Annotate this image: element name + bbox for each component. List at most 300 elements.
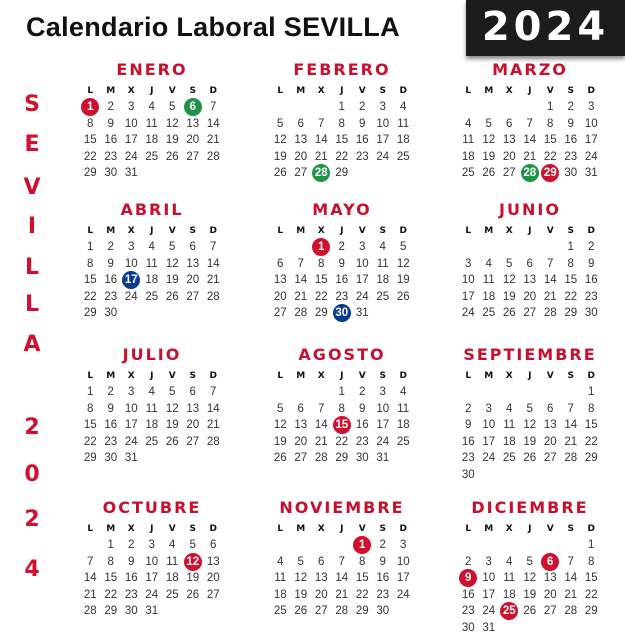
empty-cell	[291, 239, 312, 256]
day-cell: 27	[186, 290, 200, 303]
day-cell: 2	[359, 101, 366, 113]
weekday-label: S	[379, 524, 386, 534]
weekday-label: X	[317, 226, 325, 236]
weekday-label: J	[340, 86, 344, 96]
day-cell: 23	[104, 435, 118, 448]
empty-cell	[499, 384, 520, 401]
day-cell: 12	[482, 134, 496, 146]
day-cell: 21	[83, 588, 97, 601]
day-cell: 14	[314, 134, 328, 146]
month-title: NOVIEMBRE	[279, 498, 405, 517]
day-cell: 25	[502, 452, 516, 464]
year-badge	[466, 0, 625, 56]
day-cell: 23	[461, 452, 475, 464]
weekday-label: X	[505, 524, 513, 534]
day-cell: 7	[526, 117, 533, 130]
day-cell: 15	[355, 572, 369, 584]
day-cell: 17	[124, 419, 138, 431]
empty-cell	[561, 537, 582, 554]
day-cell: 14	[206, 117, 220, 130]
day-cell: 11	[145, 117, 158, 130]
day-cell: 25	[145, 290, 159, 303]
month-septiembre	[458, 342, 602, 483]
day-cell: 19	[273, 150, 287, 163]
day-cell: 4	[148, 386, 155, 398]
day-cell: 13	[186, 257, 200, 270]
day-cell: 8	[87, 117, 94, 130]
day-cell: 12	[165, 402, 179, 415]
vertical-letter: I	[27, 214, 37, 239]
day-cell: 1	[567, 241, 574, 253]
day-cell: 9	[379, 555, 386, 568]
day-cell: 17	[482, 588, 496, 601]
day-cell: 3	[379, 101, 386, 113]
weekday-label: X	[317, 86, 325, 96]
day-cell: 5	[189, 539, 196, 551]
day-cell: 1	[107, 539, 114, 551]
month-title: FEBRERO	[293, 60, 391, 79]
day-cell: 6	[297, 117, 304, 130]
holiday-day-green: 6	[183, 99, 204, 116]
day-cell: 11	[145, 402, 158, 415]
day-cell: 28	[335, 605, 349, 617]
empty-cell	[520, 384, 541, 401]
month-title: ENERO	[116, 60, 188, 79]
day-cell: 20	[314, 588, 328, 601]
weekday-label: J	[528, 226, 532, 236]
day-cell: 7	[338, 555, 345, 568]
day-cell: 2	[107, 101, 114, 113]
weekday-label: S	[189, 371, 196, 381]
day-cell: 12	[523, 419, 537, 431]
day-cell: 5	[277, 402, 284, 415]
day-cell: 16	[104, 419, 118, 431]
holiday-day-green: 28	[520, 165, 541, 182]
day-cell: 4	[506, 402, 513, 415]
day-cell: 8	[338, 117, 345, 130]
day-cell: 18	[145, 274, 159, 286]
month-title: JULIO	[122, 345, 182, 364]
day-cell: 20	[523, 290, 537, 303]
weekday-label: S	[567, 226, 574, 236]
day-cell: 22	[83, 150, 97, 163]
day-cell: 14	[83, 572, 97, 584]
day-cell: 22	[564, 290, 578, 303]
day-cell: 17	[355, 274, 369, 286]
day-cell: 7	[547, 257, 554, 270]
day-cell: 18	[482, 290, 496, 303]
day-cell: 9	[359, 402, 366, 415]
day-cell: 19	[294, 588, 308, 601]
weekday-label: L	[277, 371, 284, 381]
empty-cell	[479, 384, 500, 401]
day-cell: 20	[294, 150, 308, 163]
weekday-label: X	[505, 226, 513, 236]
day-cell: 3	[588, 101, 595, 113]
day-cell: 1	[338, 101, 345, 113]
day-cell: 2	[338, 241, 345, 253]
day-cell: 20	[186, 419, 200, 431]
vertical-letter: L	[24, 255, 40, 280]
day-cell: 3	[359, 241, 366, 253]
day-cell: 15	[564, 274, 578, 286]
day-cell: 13	[186, 117, 200, 130]
weekday-label: L	[87, 524, 94, 534]
day-cell: 3	[148, 539, 155, 551]
day-cell: 24	[355, 290, 369, 303]
day-cell: 21	[206, 274, 220, 286]
day-cell: 9	[567, 117, 574, 130]
day-cell: 25	[145, 150, 159, 163]
weekday-label: D	[399, 371, 407, 381]
day-cell: 16	[355, 134, 369, 146]
day-cell: 16	[104, 274, 118, 286]
day-cell: 5	[169, 241, 176, 253]
day-cell: 19	[396, 274, 410, 286]
day-cell: 9	[107, 257, 114, 270]
empty-cell	[540, 239, 561, 256]
day-cell: 29	[564, 307, 578, 319]
day-cell: 13	[294, 419, 308, 431]
weekday-label: M	[106, 371, 116, 381]
empty-cell	[520, 99, 541, 116]
day-cell: 18	[396, 419, 410, 431]
weekday-label: D	[587, 371, 595, 381]
day-cell: 6	[526, 257, 533, 270]
day-cell: 12	[396, 257, 410, 270]
day-cell: 25	[165, 588, 179, 601]
vertical-letter: 0	[24, 462, 40, 487]
day-cell: 8	[87, 402, 94, 415]
month-title: JUNIO	[499, 200, 561, 219]
day-cell: 2	[379, 539, 386, 551]
day-cell: 7	[297, 257, 304, 270]
weekday-label: V	[358, 86, 366, 96]
weekday-label: D	[399, 86, 407, 96]
day-cell: 27	[314, 605, 328, 617]
day-cell: 30	[564, 167, 578, 179]
day-cell: 13	[523, 274, 537, 286]
empty-cell	[479, 537, 500, 554]
day-cell: 27	[523, 307, 537, 319]
day-cell: 2	[567, 101, 574, 113]
month-title: OCTUBRE	[102, 498, 202, 517]
weekday-label: J	[528, 371, 532, 381]
day-cell: 11	[166, 555, 179, 568]
day-cell: 15	[584, 419, 598, 431]
day-cell: 25	[482, 307, 496, 319]
weekday-label: L	[87, 226, 94, 236]
day-cell: 2	[465, 402, 472, 415]
day-cell: 29	[335, 452, 349, 464]
day-cell: 11	[503, 419, 516, 431]
weekday-label: L	[87, 371, 94, 381]
weekday-label: L	[277, 226, 284, 236]
day-cell: 31	[376, 452, 390, 464]
day-cell: 26	[523, 452, 537, 464]
empty-cell	[311, 537, 332, 554]
day-cell: 8	[87, 257, 94, 270]
empty-cell	[479, 99, 500, 116]
day-cell: 15	[104, 572, 118, 584]
day-cell: 12	[523, 572, 537, 584]
day-cell: 24	[482, 605, 496, 617]
weekday-label: V	[546, 371, 554, 381]
day-cell: 2	[107, 241, 114, 253]
weekday-label: D	[399, 524, 407, 534]
day-cell: 26	[396, 290, 410, 303]
day-cell: 9	[128, 555, 135, 568]
empty-cell	[311, 384, 332, 401]
day-cell: 11	[482, 274, 495, 286]
weekday-label: V	[358, 524, 366, 534]
weekday-label: L	[465, 371, 472, 381]
day-cell: 28	[564, 605, 578, 617]
day-cell: 21	[564, 588, 578, 601]
month-title: MARZO	[492, 60, 568, 79]
weekday-label: L	[87, 86, 94, 96]
day-cell: 4	[169, 539, 176, 551]
day-cell: 20	[186, 274, 200, 286]
day-cell: 22	[355, 588, 369, 601]
day-cell: 28	[543, 307, 557, 319]
day-cell: 10	[461, 274, 475, 286]
holiday-day-red: 6	[540, 554, 561, 571]
day-cell: 5	[526, 555, 533, 568]
day-cell: 27	[502, 167, 516, 179]
holiday-day-red: 1	[352, 537, 373, 554]
day-cell: 2	[107, 386, 114, 398]
weekday-label: M	[296, 524, 306, 534]
weekday-label: M	[106, 524, 116, 534]
day-cell: 22	[314, 290, 328, 303]
empty-cell	[270, 384, 291, 401]
day-cell: 24	[124, 290, 138, 303]
empty-cell	[270, 537, 291, 554]
empty-cell	[270, 239, 291, 256]
empty-cell	[520, 537, 541, 554]
day-cell: 9	[359, 117, 366, 130]
weekday-label: J	[150, 371, 154, 381]
day-cell: 13	[186, 402, 200, 415]
day-cell: 7	[87, 555, 94, 568]
empty-cell	[311, 99, 332, 116]
vertical-letter: A	[23, 332, 41, 357]
vertical-letter: S	[24, 92, 40, 117]
day-cell: 15	[584, 572, 598, 584]
weekday-label: J	[340, 371, 344, 381]
holiday-day-red: 1	[311, 239, 332, 256]
day-cell: 4	[465, 117, 472, 130]
day-cell: 31	[124, 167, 138, 179]
day-cell: 7	[318, 117, 325, 130]
day-cell: 17	[376, 419, 390, 431]
day-cell: 19	[502, 290, 516, 303]
day-cell: 20	[186, 134, 200, 146]
empty-cell	[332, 537, 353, 554]
day-cell: 26	[523, 605, 537, 617]
day-cell: 27	[294, 452, 308, 464]
month-diciembre	[458, 495, 602, 636]
empty-cell	[561, 384, 582, 401]
day-cell: 5	[485, 117, 492, 130]
empty-cell	[479, 239, 500, 256]
day-cell: 25	[273, 605, 287, 617]
day-cell: 22	[584, 588, 598, 601]
day-cell: 26	[165, 435, 179, 448]
day-cell: 29	[83, 452, 97, 464]
day-cell: 13	[543, 419, 557, 431]
day-cell: 18	[502, 435, 516, 448]
day-cell: 20	[543, 435, 557, 448]
day-cell: 5	[169, 101, 176, 113]
day-cell: 3	[485, 402, 492, 415]
day-cell: 8	[359, 555, 366, 568]
day-cell: 10	[584, 117, 598, 130]
day-cell: 30	[461, 621, 475, 634]
day-cell: 25	[396, 150, 410, 163]
day-cell: 20	[273, 290, 287, 303]
weekday-label: J	[528, 524, 532, 534]
holiday-day-red: 25	[499, 603, 520, 620]
day-cell: 18	[461, 150, 475, 163]
weekday-label: D	[209, 226, 217, 236]
day-cell: 24	[124, 435, 138, 448]
month-julio	[80, 342, 224, 467]
weekday-label: M	[484, 371, 494, 381]
day-cell: 26	[502, 307, 516, 319]
month-title: AGOSTO	[298, 345, 386, 364]
day-cell: 3	[128, 241, 135, 253]
weekday-label: J	[340, 226, 344, 236]
weekday-label: D	[399, 226, 407, 236]
day-cell: 8	[107, 555, 114, 568]
day-cell: 27	[273, 307, 287, 319]
day-cell: 29	[83, 167, 97, 179]
day-cell: 6	[297, 402, 304, 415]
day-cell: 24	[145, 588, 159, 601]
weekday-label: V	[546, 86, 554, 96]
day-cell: 9	[107, 402, 114, 415]
day-cell: 2	[359, 386, 366, 398]
day-cell: 18	[502, 588, 516, 601]
day-cell: 6	[318, 555, 325, 568]
day-cell: 1	[87, 386, 94, 398]
day-cell: 23	[376, 588, 390, 601]
empty-cell	[458, 99, 479, 116]
day-cell: 14	[523, 134, 537, 146]
weekday-label: S	[567, 86, 574, 96]
day-cell: 1	[547, 101, 554, 113]
day-cell: 31	[355, 307, 369, 319]
month-title: SEPTIEMBRE	[463, 345, 597, 364]
day-cell: 21	[314, 435, 328, 448]
day-cell: 11	[145, 257, 158, 270]
weekday-label: M	[296, 226, 306, 236]
day-cell: 30	[124, 605, 138, 617]
day-cell: 9	[588, 257, 595, 270]
day-cell: 18	[273, 588, 287, 601]
day-cell: 7	[567, 555, 574, 568]
empty-cell	[499, 537, 520, 554]
weekday-label: L	[465, 524, 472, 534]
day-cell: 31	[124, 452, 138, 464]
day-cell: 4	[506, 555, 513, 568]
day-cell: 26	[273, 452, 287, 464]
weekday-label: D	[587, 524, 595, 534]
day-cell: 16	[124, 572, 138, 584]
day-cell: 26	[294, 605, 308, 617]
day-cell: 23	[124, 588, 138, 601]
weekday-label: D	[587, 86, 595, 96]
weekday-label: D	[209, 371, 217, 381]
weekday-label: S	[379, 371, 386, 381]
day-cell: 8	[547, 117, 554, 130]
day-cell: 28	[206, 150, 220, 163]
day-cell: 3	[485, 555, 492, 568]
day-cell: 29	[355, 605, 369, 617]
month-enero	[80, 57, 224, 182]
day-cell: 20	[502, 150, 516, 163]
weekday-label: M	[484, 524, 494, 534]
day-cell: 1	[87, 241, 94, 253]
day-cell: 6	[277, 257, 284, 270]
day-cell: 14	[335, 572, 349, 584]
day-cell: 16	[104, 134, 118, 146]
empty-cell	[458, 537, 479, 554]
day-cell: 17	[482, 435, 496, 448]
day-cell: 25	[145, 435, 159, 448]
day-cell: 27	[186, 150, 200, 163]
weekday-label: S	[567, 371, 574, 381]
day-cell: 8	[318, 257, 325, 270]
day-cell: 30	[461, 468, 475, 481]
weekday-label: V	[168, 524, 176, 534]
holiday-day-green: 28	[311, 165, 332, 182]
weekday-label: M	[106, 226, 116, 236]
day-cell: 30	[584, 307, 598, 319]
day-cell: 14	[294, 274, 308, 286]
weekday-label: X	[127, 524, 135, 534]
day-cell: 23	[104, 150, 118, 163]
month-junio	[458, 197, 602, 322]
day-cell: 18	[376, 274, 390, 286]
day-cell: 21	[523, 150, 537, 163]
day-cell: 19	[186, 572, 200, 584]
day-cell: 7	[210, 241, 217, 253]
day-cell: 21	[543, 290, 557, 303]
day-cell: 25	[376, 290, 390, 303]
day-cell: 21	[314, 150, 328, 163]
day-cell: 19	[273, 435, 287, 448]
weekday-label: S	[567, 524, 574, 534]
vertical-letter: V	[23, 175, 41, 200]
weekday-label: L	[277, 86, 284, 96]
day-cell: 8	[338, 402, 345, 415]
day-cell: 29	[584, 605, 598, 617]
day-cell: 11	[503, 572, 516, 584]
day-cell: 27	[294, 167, 308, 179]
day-cell: 30	[104, 307, 118, 319]
day-cell: 10	[482, 572, 496, 584]
day-cell: 4	[148, 101, 155, 113]
day-cell: 3	[400, 539, 407, 551]
day-cell: 4	[148, 241, 155, 253]
empty-cell	[291, 537, 312, 554]
day-cell: 2	[588, 241, 595, 253]
day-cell: 10	[124, 117, 138, 130]
day-cell: 29	[83, 307, 97, 319]
